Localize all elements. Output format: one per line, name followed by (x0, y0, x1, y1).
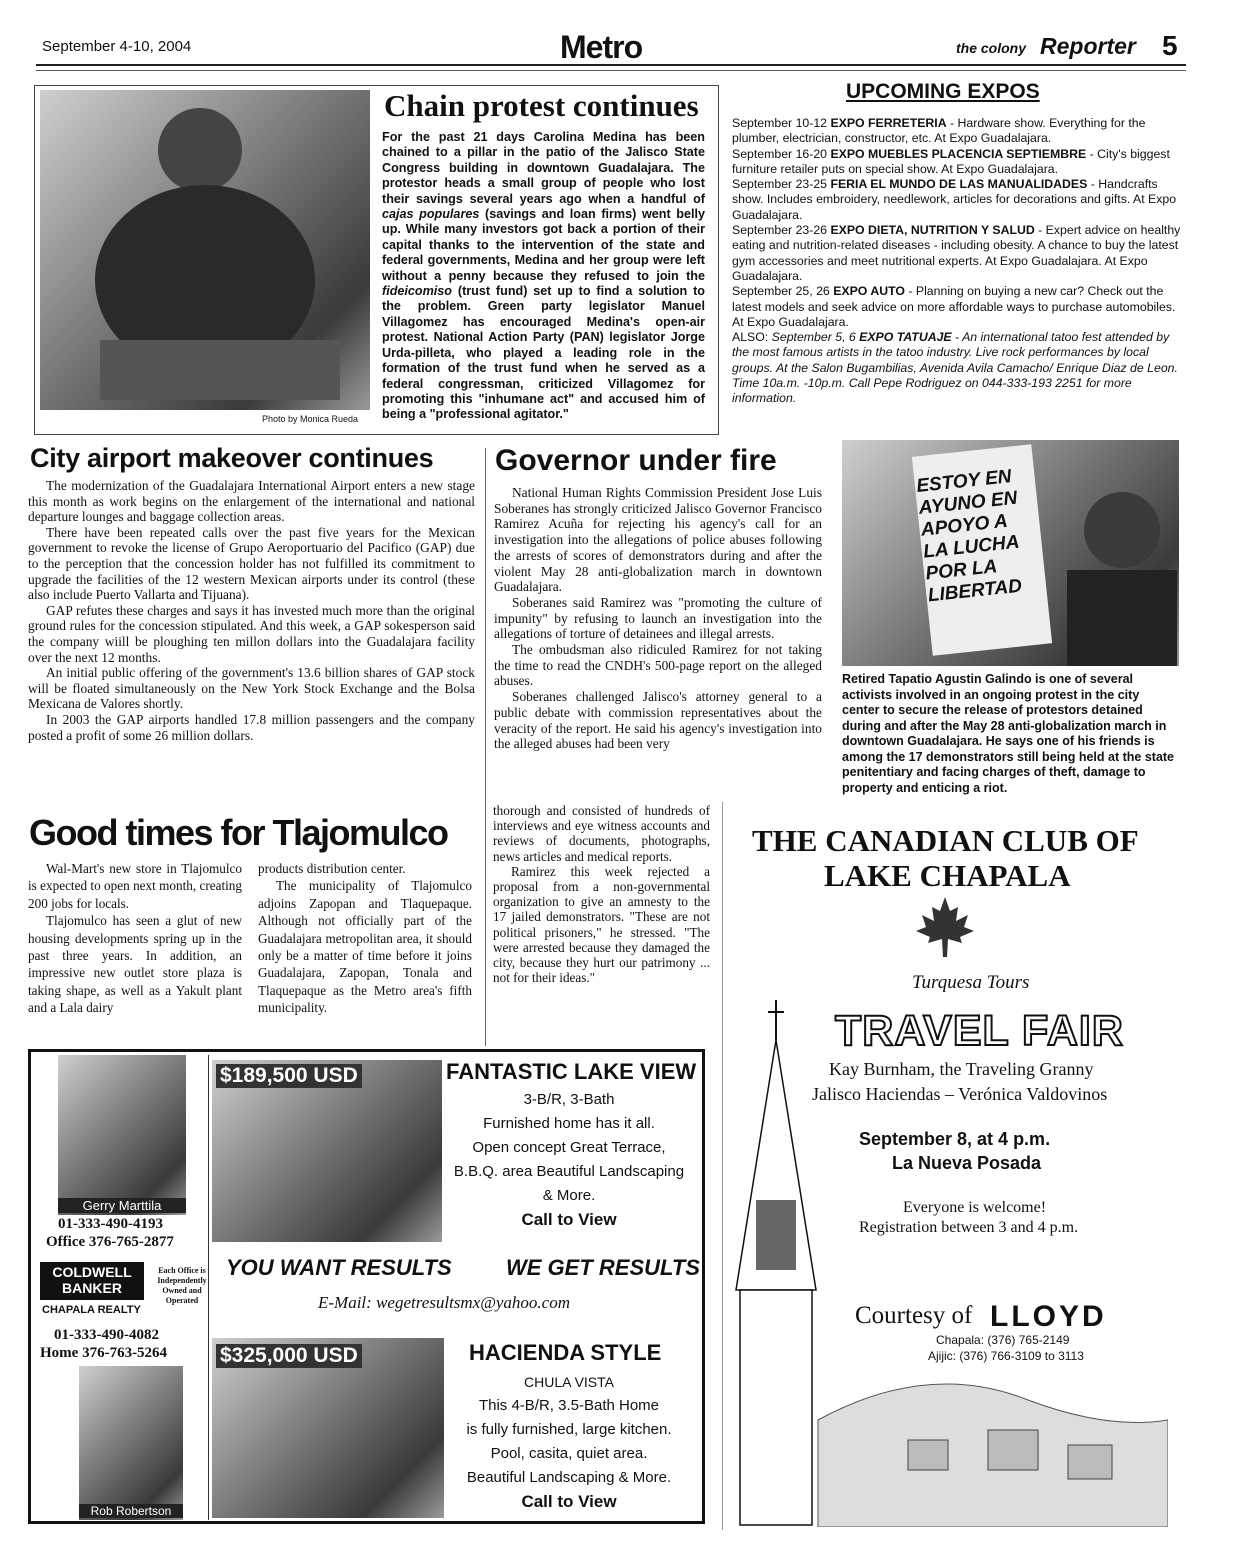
page-number: 5 (1162, 30, 1178, 61)
logo-line1: COLDWELL (52, 1264, 132, 1280)
galindo-photo (842, 440, 1179, 666)
agent2-name: Rob Robertson (79, 1504, 183, 1518)
listing2-line: CHULA VISTA (524, 1374, 614, 1390)
slogan-left: YOU WANT RESULTS (226, 1255, 452, 1280)
governor-paragraph: National Human Rights Commission President Jose Luis Soberanes has strongly criticized Jalisco Governor Francisco Ramirez Acuña for rejecting his agency's call for an investigation into the allegations of police abuses following the arrests of scores of demonstrators during and after the violent May 28 anti-globalization march in downtown Guadalajara. (494, 485, 822, 595)
listing1-line: B.B.Q. area Beautiful Landscaping (453, 1163, 685, 1180)
seated-woman-figure (40, 90, 370, 410)
agent2-phone: 01-333-490-4082 (54, 1327, 159, 1343)
paper-prefix: the colony (956, 40, 1027, 56)
agent2-home: Home 376-763-5264 (40, 1345, 168, 1361)
listing2-line: This 4-B/R, 3.5-Bath Home (478, 1397, 660, 1414)
listing1-photo (212, 1060, 442, 1242)
airport-paragraph: An initial public offering of the government's 13.6 billion shares of GAP stock will be floated simultaneously on the New York Stock Exchange and the Bolsa Mexicana de Valores shortly. (28, 665, 475, 712)
listing1-title: FANTASTIC LAKE VIEW (446, 1059, 697, 1084)
airport-paragraph: In 2003 the GAP airports handled 17.8 million passengers and the company posted a profit of some 26 million dollars. (28, 711, 475, 743)
realty-email: E-Mail: wegetresultsmx@yahoo.com (318, 1293, 571, 1312)
galindo-caption: Retired Tapatio Agustin Galindo is one of several activists involved in an ongoing protest in the city center to secure the release of protestors detained during and after the May 28 anti-globalization march in downtown Guadalajara. He says one of his friends is among the 17 demonstrators still being held at the state penitentiary and facing charges of theft, damage to property and enticing a riot. (842, 672, 1175, 795)
listing1-line: & More. (542, 1187, 596, 1204)
agent1-office: Office 376-765-2877 (46, 1234, 174, 1250)
chain-body (382, 130, 705, 423)
church-steeple-illustration (728, 1000, 1168, 1527)
expo-item: September 16-20 EXPO MUEBLES PLACENCIA SEPTIEMBRE - City's biggest furniture retailer puts on special show. At Expo Guadalajara. (732, 146, 1170, 176)
speaker2: Jalisco Haciendas – Verónica Valdovinos (812, 1084, 1108, 1104)
expo-item: September 10-12 EXPO FERRETERIA - Hardware show. Everything for the plumber, electrician, constructor, etc. At Expo Guadalajara. (732, 116, 1146, 146)
event-venue: La Nueva Posada (892, 1153, 1042, 1173)
photo-credit: Photo by Monica Rueda (262, 414, 359, 424)
tlajomulco-paragraph: Tlajomulco has seen a glut of new housing developments spring up in the past three years. In addition, an impressive new outlet store plaza is taking shape, as well as a Yakult plant and a Lala dairy (28, 913, 242, 1016)
listing1-cta: Call to View (521, 1210, 617, 1229)
listing1-line: 3-B/R, 3-Bath (523, 1091, 615, 1108)
listing2-price: $325,000 USD (216, 1344, 362, 1368)
section-title: Metro (560, 29, 643, 65)
chain-body-c: (trust fund) set up to find a solution to the problem. Green party legislator Manuel Villagomez has encouraged Medina's open-air protest. National Action Party (PAN) legislator Jorge Urda-pilleta, who played a leading role in the formation of the trust fund when he served as a federal congressman, criticized Villagomez for promoting this "inhumane act" and accused him of being a "professional agitator." (382, 284, 705, 422)
tlajomulco-paragraph: products distribution center. (258, 861, 406, 876)
expo-also: ALSO: September 5, 6 EXPO TATUAJE - An international tatoo fest attended by the most famous artists in the tatoo industry. Live rock performances by local groups. At the Salon Bugambilias, Avenida Avila Camacho/ Enrique Diaz de Leon. Time 10a.m. -10p.m. Call Pepe Rodriguez on 044-333-193 2251 for more information. (732, 330, 1178, 406)
listing2-line: Beautiful Landscaping & More. (466, 1469, 672, 1486)
expo-item: September 23-25 FERIA EL MUNDO DE LAS MANUALIDADES - Handcrafts show. Includes embroidery, needlework, articles for decorations and gifts. At Expo Guadalajara. (732, 177, 1177, 222)
airport-body (28, 478, 475, 743)
expos-list (732, 116, 1184, 407)
welcome-note: Everyone is welcome! (903, 1199, 1047, 1216)
lloyd-ajijic-phone: Ajijic: (376) 766-3109 to 3113 (928, 1349, 1084, 1363)
tlajomulco-col2 (258, 860, 472, 1017)
agent1-phone: 01-333-490-4193 (58, 1216, 163, 1232)
speaker1: Kay Burnham, the Traveling Granny (829, 1059, 1094, 1079)
governor-paragraph: Soberanes challenged Jalisco's attorney general to a public debate with commission representatives about the veracity of the report. He said his agency's investigation into the alleged abuses had been very (494, 689, 822, 752)
courtesy-label: Courtesy of (855, 1302, 973, 1329)
governor-paragraph: Ramirez this week rejected a proposal from a non-governmental organization to give an amnesty to the 17 jailed demonstrators. "These are not political prisoners," he stressed. "The were arrested because they damaged the city, because they hurt our patrimony ... not for their ideas." (493, 863, 710, 986)
airport-paragraph: There have been repeated calls over the past five years for the Mexican government to revoke the license of Grupo Aeroportuario del Pacifico (GAP) due to the perception that the concession holder has not fulfilled its commitment to upgrade the facilities of the 12 western Mexican airports under its control (these also include Puerto Vallarta and Tijuana). (28, 524, 475, 603)
listing2-line: Pool, casita, quiet area. (490, 1445, 648, 1462)
listing2-photo (212, 1338, 444, 1518)
agent1-photo (58, 1055, 186, 1215)
registration-note: Registration between 3 and 4 p.m. (859, 1219, 1079, 1236)
agent1-name: Gerry Marttila (58, 1198, 186, 1213)
event-date: September 8, at 4 p.m. (859, 1129, 1051, 1149)
slogan-right: WE GET RESULTS (506, 1255, 700, 1280)
turquesa-sponsor: Turquesa Tours (912, 972, 1030, 993)
governor-paragraph: The ombudsman also ridiculed Ramirez for not taking the time to read the CNDH's 500-page report on the alleged abuses. (494, 642, 822, 689)
maple-leaf-icon (912, 895, 978, 961)
listing2-cta: Call to View (521, 1492, 617, 1511)
governor-paragraph: thorough and consisted of hundreds of interviews and eye witness accounts and reviews of documents, photographs, news articles and medical reports. (493, 803, 710, 864)
travel-fair-headline: TRAVEL FAIR (835, 1007, 1124, 1055)
header-rule (36, 64, 1186, 71)
listing1-details (446, 1088, 692, 1232)
column-rule (485, 448, 486, 1046)
lloyd-chapala-phone: Chapala: (376) 765-2149 (936, 1333, 1070, 1347)
expos-title: UPCOMING EXPOS (846, 80, 1040, 103)
tlajomulco-headline: Good times for Tlajomulco (29, 812, 448, 853)
header-date: September 4-10, 2004 (42, 38, 192, 55)
chain-body-a: For the past 21 days Carolina Medina has been chained to a pillar in the patio of the Jalisco State Congress building in downtown Guadalajara. The protestor heads a small group of people who lost their savings several years ago when a handful of (382, 130, 705, 206)
governor-continued (493, 803, 710, 985)
agent2-photo (79, 1366, 183, 1520)
expo-item: September 23-26 EXPO DIETA, NUTRITION Y SALUD - Expert advice on healthy eating and nutrition-related diseases - including obesity. A chance to buy the latest gym accessories and meet nutritional experts. At Expo Guadalajara. At Expo Guadalajara. (732, 223, 1181, 283)
protest-sign-text: ESTOY EN AYUNO EN APOYO A LA LUCHA POR LA LIBERTAD (915, 466, 1023, 607)
tlajomulco-paragraph: Wal-Mart's new store in Tlajomulco is expected to open next month, creating 200 jobs for locals. (28, 861, 242, 911)
independent-note: Each Office is Independently Owned and Operated (157, 1266, 207, 1305)
chain-body-b-em: fideicomiso (382, 284, 452, 299)
listing2-line: is fully furnished, large kitchen. (466, 1421, 672, 1438)
canadian-title-line2: LAKE CHAPALA (824, 858, 1071, 893)
expo-item: September 25, 26 EXPO AUTO - Planning on buying a new car? Check out the latest models and seek advice on more affordable ways to purchase automobiles. At Expo Guadalajara. (732, 284, 1176, 329)
tlajomulco-paragraph: The municipality of Tlajomulco adjoins Zapopan and Tlaquepaque. Although not officially part of the Guadalajara metropolitan area, it should only be a matter of time before it joins Guadalajara, Zapopan, Tonala and Tlaquepaque as the Metro area's fifth municipality. (258, 878, 472, 1016)
lloyd-logo: LLOYD (990, 1300, 1107, 1333)
chapala-realty: CHAPALA REALTY (42, 1304, 141, 1316)
coldwell-logo (40, 1262, 144, 1300)
tlajomulco-col1 (28, 860, 242, 1017)
airport-paragraph: The modernization of the Guadalajara International Airport enters a new stage this month as work begins on the enlargement of the international and national departure lounges and baggage collection areas. (28, 478, 475, 525)
listing1-line: Open concept Great Terrace, (472, 1139, 666, 1156)
governor-headline: Governor under fire (495, 444, 777, 477)
paper-name: Reporter (1040, 33, 1136, 59)
logo-line2: BANKER (62, 1280, 122, 1296)
chain-body-b: (savings and loan firms) went belly up. While many investors got back a portion of their capital thanks to the intervention of the state and federal governments, Medina and her group were left without a penny because they refused to join the (382, 207, 705, 283)
chain-body-a-em: cajas populares (382, 207, 480, 222)
listing2-details (446, 1370, 692, 1514)
airport-paragraph: GAP refutes these charges and says it has invested much more than the original ground rules for the concession stipulated. And this week, a GAP sokesperson said the company wiill be ploughing ten millon dollars into the Guadalajara facility over the next 12 months. (28, 602, 475, 665)
chain-headline: Chain protest continues (384, 88, 699, 123)
listing1-line: Furnished home has it all. (483, 1115, 655, 1132)
governor-paragraph: Soberanes said Ramirez was "promoting the culture of impunity" by refusing to launch an investigation into the allegations of torture of detainees and illegal arrests. (494, 594, 822, 642)
governor-body (494, 485, 822, 752)
medina-photo (40, 90, 370, 410)
listing-divider (208, 1055, 209, 1520)
airport-headline: City airport makeover continues (30, 443, 434, 473)
listing1-price: $189,500 USD (216, 1064, 362, 1088)
canadian-title-line1: THE CANADIAN CLUB OF (752, 823, 1139, 858)
listing2-title: HACIENDA STYLE (469, 1340, 662, 1365)
